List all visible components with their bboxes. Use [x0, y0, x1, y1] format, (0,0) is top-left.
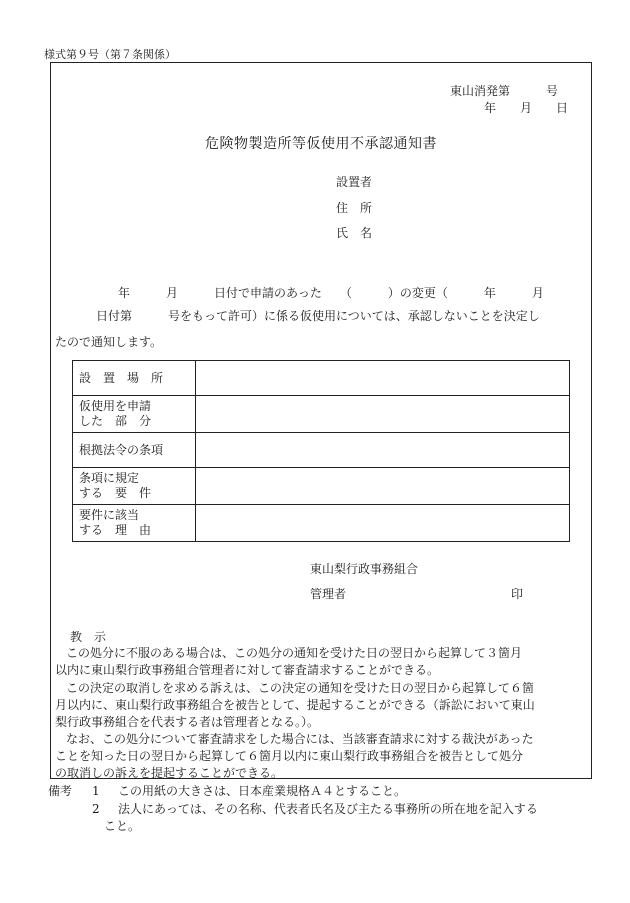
- row-label-location: 設 置 場 所: [73, 361, 196, 396]
- issuer-admin-label: 管理者: [310, 587, 347, 601]
- document-number: 東山消発第 号: [450, 84, 559, 98]
- row-value-legal-basis: [196, 433, 570, 468]
- document-title: 危険物製造所等仮使用不承認通知書: [205, 136, 437, 152]
- address-label: 住 所: [336, 201, 373, 215]
- instruction-p2-line3: 梨行政事務組合を代表する者は管理者となる。）。: [55, 715, 320, 729]
- row-label-legal-basis: 根拠法令の条項: [73, 433, 196, 468]
- instruction-p3-line2: ことを知った日の翌日から起算して６箇月以内に東山梨行政事務組合を被告として処分: [55, 749, 524, 763]
- document-date: 年 月 日: [484, 101, 569, 115]
- issuer-organization: 東山梨行政事務組合: [310, 562, 419, 576]
- remark-text-2-line2: こと。: [104, 819, 141, 833]
- remark-text-2-line1: 法人にあっては、その名称、代表者氏名及び主たる事務所の所在地を記入する: [118, 802, 538, 816]
- remark-number-1: 1: [92, 784, 100, 798]
- row-label-reasons: 要件に該当 する 理 由: [73, 505, 196, 542]
- details-table: [72, 360, 570, 542]
- instruction-p3-line1: なお、この処分について審査請求をした場合には、当該審査請求に対する裁決があった: [66, 732, 534, 746]
- seal-mark: 印: [511, 587, 524, 601]
- instruction-p2-line1: この決定の取消しを求める訴えは、この決定の通知を受けた日の翌日から起算して６箇: [66, 681, 535, 695]
- table-row: [73, 505, 570, 542]
- form-number-label: 様式第９号（第７条関係）: [44, 48, 176, 61]
- instruction-heading: 教 示: [70, 630, 107, 644]
- row-value-reasons: [196, 505, 570, 542]
- instruction-p1-line1: この処分に不服のある場合は、この処分の通知を受けた日の翌日から起算して３箇月: [66, 646, 523, 660]
- table-row: [73, 396, 570, 433]
- body-line-2: 日付第 号をもって許可）に係る仮使用については、承認しないことを決定し: [96, 309, 540, 323]
- row-label-temp-use-part: 仮使用を申請 した 部 分: [73, 396, 196, 433]
- table-row: [73, 361, 570, 396]
- remarks-label: 備考: [48, 784, 73, 798]
- row-value-requirements: [196, 468, 570, 505]
- instruction-p1-line2: 以内に東山梨行政事務組合管理者に対して審査請求することができる。: [55, 663, 440, 677]
- table-row: [73, 433, 570, 468]
- remark-number-2: 2: [92, 802, 100, 816]
- table-row: [73, 468, 570, 505]
- row-value-temp-use-part: [196, 396, 570, 433]
- remark-text-1: この用紙の大きさは、日本産業規格Ａ４とすること。: [118, 784, 407, 798]
- establisher-label: 設置者: [336, 175, 373, 189]
- body-line-1: 年 月 日付で申請のあった （ ）の変更（ 年 月: [118, 286, 544, 300]
- row-label-requirements: 条項に規定 する 要 件: [73, 468, 196, 505]
- name-label: 氏 名: [336, 226, 373, 240]
- row-value-location: [196, 361, 570, 396]
- instruction-p2-line2: 月以内に、東山梨行政事務組合を被告として、提起することができる（訴訟において東山: [55, 698, 535, 712]
- instruction-p3-line3: の取消しの訴えを提起することができる。: [55, 766, 284, 780]
- body-line-3: たので通知します。: [55, 335, 163, 349]
